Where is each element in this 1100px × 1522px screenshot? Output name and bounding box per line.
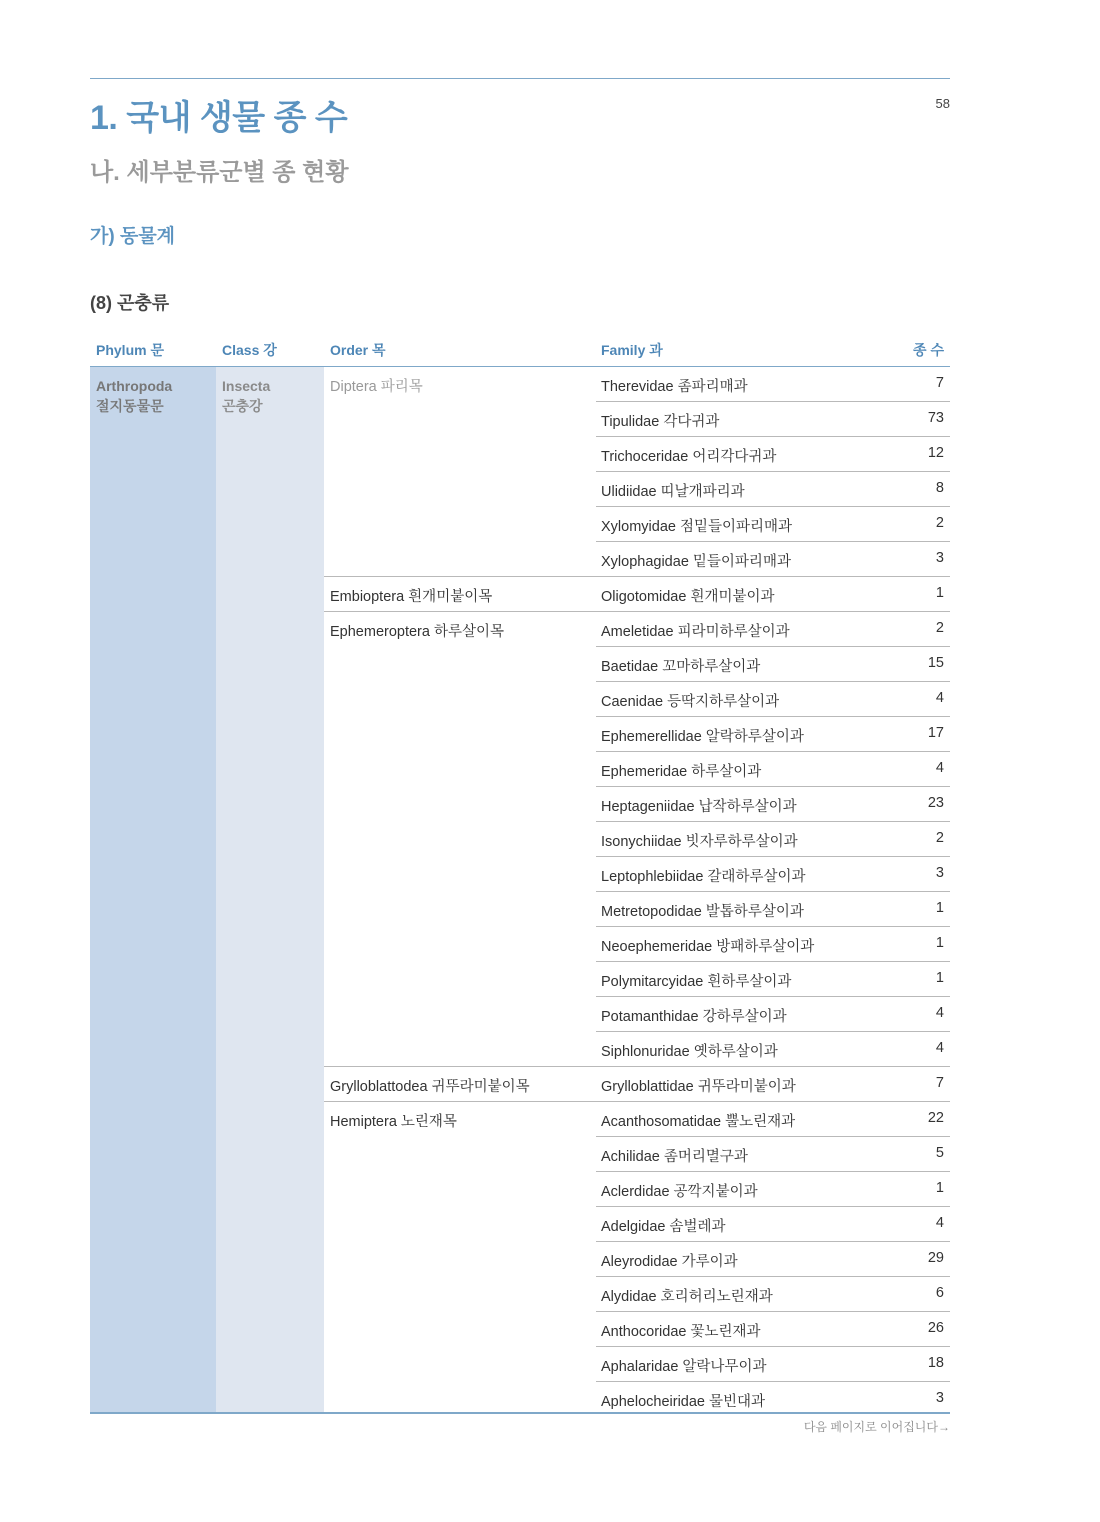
order-cell (324, 367, 596, 577)
species-count: 3 (935, 865, 944, 881)
family-name: Achilidae 좀머리멸구과 (601, 1149, 748, 1165)
family-name: Baetidae 꼬마하루살이과 (601, 659, 761, 675)
page-number: 58 (935, 96, 950, 111)
species-count: 23 (927, 795, 944, 811)
family-name: Neoephemeridae 방패하루살이과 (601, 939, 815, 955)
family-row (596, 1207, 950, 1242)
species-count: 18 (927, 1355, 944, 1371)
bottom-rule (90, 1412, 950, 1414)
family-name: Trichoceridae 어리각다귀과 (601, 449, 777, 465)
family-name: Tipulidae 각다귀과 (601, 414, 720, 430)
species-count: 17 (927, 725, 944, 741)
species-count: 1 (935, 1180, 944, 1196)
family-row (596, 1102, 950, 1137)
family-name: Grylloblattidae 귀뚜라미붙이과 (601, 1079, 796, 1095)
species-count: 29 (927, 1250, 944, 1266)
class-latin: Insecta (222, 378, 271, 394)
family-row (596, 507, 950, 542)
species-count: 5 (935, 1145, 944, 1161)
species-count: 15 (927, 655, 944, 671)
header-order: Order 목 (330, 342, 386, 358)
continued-note: 다음 페이지로 이어집니다→ (803, 1420, 950, 1434)
family-row (596, 962, 950, 997)
family-row (596, 1277, 950, 1312)
page-title: 1. 국내 생물 종 수 (90, 99, 348, 137)
order-cell (324, 612, 596, 1067)
top-rule (90, 78, 950, 79)
species-count: 3 (935, 550, 944, 566)
species-count: 2 (935, 515, 944, 531)
family-row (596, 1067, 950, 1102)
family-name: Ameletidae 피라미하루살이과 (601, 624, 790, 640)
order-label: Embioptera 흰개미붙이목 (330, 589, 493, 605)
family-name: Xylomyidae 점밑들이파리매과 (601, 519, 793, 535)
species-count: 7 (935, 1075, 944, 1091)
phylum-cell (96, 376, 172, 416)
species-count: 12 (927, 445, 944, 461)
header-count: 종 수 (913, 342, 944, 358)
species-count: 7 (935, 375, 944, 391)
species-count: 4 (935, 690, 944, 706)
subsection-heading: 가) 동물계 (90, 226, 176, 247)
family-name: Ulidiidae 띠날개파리과 (601, 484, 745, 500)
family-row (596, 367, 950, 402)
family-name: Ephemerellidae 알락하루살이과 (601, 729, 804, 745)
family-name: Aphelocheiridae 물빈대과 (601, 1394, 766, 1410)
family-row (596, 927, 950, 962)
family-row (596, 1312, 950, 1347)
header-phylum: Phylum 문 (96, 342, 164, 358)
species-count: 4 (935, 760, 944, 776)
family-row (596, 857, 950, 892)
family-name: Acanthosomatidae 뿔노린재과 (601, 1114, 796, 1130)
species-count: 8 (935, 480, 944, 496)
family-name: Polymitarcyidae 흰하루살이과 (601, 974, 792, 990)
family-row (596, 1172, 950, 1207)
family-row (596, 647, 950, 682)
species-count: 4 (935, 1215, 944, 1231)
family-row (596, 787, 950, 822)
phylum-column (90, 367, 216, 1413)
class-korean: 곤충강 (222, 398, 263, 414)
class-cell (222, 376, 270, 416)
family-name: Siphlonuridae 옛하루살이과 (601, 1044, 778, 1060)
species-count: 26 (927, 1320, 944, 1336)
order-label: Hemiptera 노린재목 (330, 1114, 457, 1130)
species-count: 1 (935, 900, 944, 916)
family-name: Alydidae 호리허리노린재과 (601, 1289, 773, 1305)
species-count: 1 (935, 970, 944, 986)
family-row (596, 472, 950, 507)
order-cell (324, 1102, 596, 1417)
order-cell (324, 577, 596, 612)
family-name: Leptophlebiidae 갈래하루살이과 (601, 869, 806, 885)
family-name: Aphalaridae 알락나무이과 (601, 1359, 767, 1375)
species-count: 1 (935, 585, 944, 601)
header-family: Family 과 (601, 342, 663, 358)
family-name: Xylophagidae 밑들이파리매과 (601, 554, 791, 570)
family-row (596, 1137, 950, 1172)
species-count: 4 (935, 1005, 944, 1021)
phylum-latin: Arthropoda (96, 378, 173, 394)
species-count: 2 (935, 620, 944, 636)
family-row (596, 577, 950, 612)
family-name: Oligotomidae 흰개미붙이과 (601, 589, 775, 605)
family-name: Potamanthidae 강하루살이과 (601, 1009, 787, 1025)
family-row (596, 542, 950, 577)
family-row (596, 437, 950, 472)
family-name: Aclerdidae 공깍지붙이과 (601, 1184, 758, 1200)
family-row (596, 1032, 950, 1067)
phylum-korean: 절지동물문 (96, 398, 164, 414)
family-row (596, 717, 950, 752)
species-count: 2 (935, 830, 944, 846)
family-row (596, 752, 950, 787)
family-row (596, 1242, 950, 1277)
species-count: 22 (927, 1110, 944, 1126)
family-row (596, 682, 950, 717)
species-count: 6 (935, 1285, 944, 1301)
family-row (596, 822, 950, 857)
family-row (596, 997, 950, 1032)
table-header (90, 332, 950, 367)
family-name: Ephemeridae 하루살이과 (601, 764, 762, 780)
order-label: Grylloblattodea 귀뚜라미붙이목 (330, 1079, 530, 1095)
family-row (596, 892, 950, 927)
family-name: Adelgidae 솜벌레과 (601, 1219, 726, 1235)
family-row (596, 1347, 950, 1382)
class-column (216, 367, 324, 1413)
category-heading: (8) 곤충류 (90, 293, 170, 313)
species-count: 1 (935, 935, 944, 951)
family-name: Caenidae 등딱지하루살이과 (601, 694, 780, 710)
order-label: Ephemeroptera 하루살이목 (330, 624, 505, 640)
family-name: Aleyrodidae 가루이과 (601, 1254, 738, 1270)
species-count: 4 (935, 1040, 944, 1056)
family-name: Isonychiidae 빗자루하루살이과 (601, 834, 798, 850)
family-name: Heptageniidae 납작하루살이과 (601, 799, 797, 815)
family-name: Anthocoridae 꽃노린재과 (601, 1324, 761, 1340)
family-row (596, 402, 950, 437)
family-row (596, 612, 950, 647)
header-class: Class 강 (222, 342, 277, 358)
family-name: Metretopodidae 발톱하루살이과 (601, 904, 804, 920)
order-cell (324, 1067, 596, 1102)
order-label: Diptera 파리목 (330, 379, 423, 395)
species-count: 73 (927, 410, 944, 426)
family-name: Therevidae 좀파리매과 (601, 379, 748, 395)
section-subtitle: 나. 세부분류군별 종 현황 (90, 159, 349, 186)
species-count: 3 (935, 1390, 944, 1406)
